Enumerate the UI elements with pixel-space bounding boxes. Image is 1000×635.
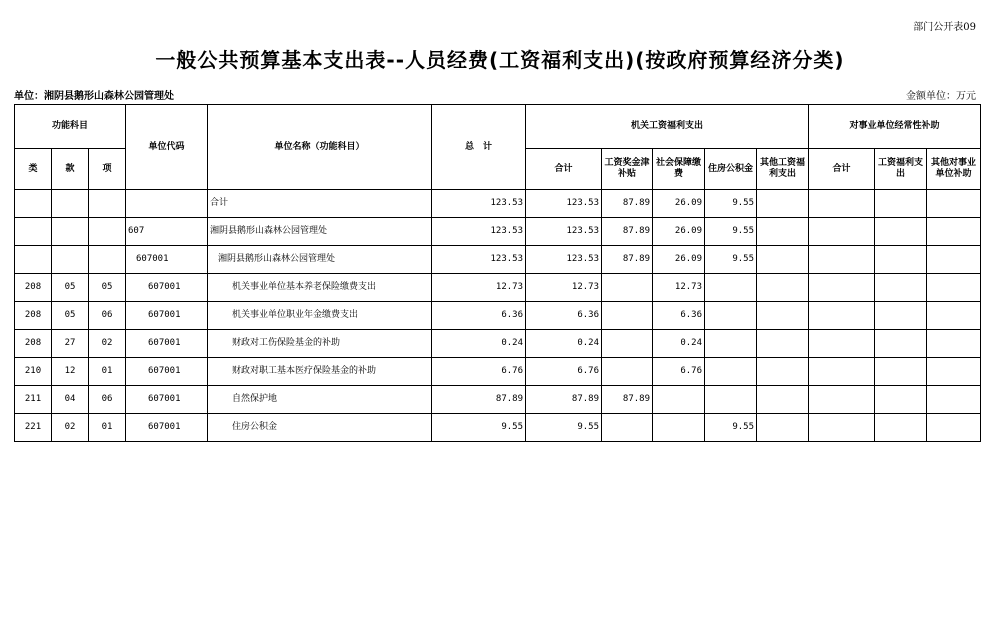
cell-biz-total	[809, 386, 875, 414]
cell-housing	[705, 386, 757, 414]
header-org-total: 合计	[526, 149, 602, 190]
cell-org-total: 6.76	[526, 358, 602, 386]
cell-housing: 9.55	[705, 218, 757, 246]
cell-biz-total	[809, 358, 875, 386]
table-row	[15, 246, 981, 274]
cell-social: 12.73	[653, 274, 705, 302]
cell-salary	[602, 330, 653, 358]
header-social: 社会保障缴费	[653, 149, 705, 190]
cell-lei	[15, 246, 52, 274]
cell-name: 合计	[208, 190, 432, 218]
cell-biz-other	[927, 358, 981, 386]
cell-code: 607001	[126, 414, 208, 442]
cell-xiang: 05	[89, 274, 126, 302]
table-row	[15, 414, 981, 442]
cell-social: 0.24	[653, 330, 705, 358]
cell-housing	[705, 274, 757, 302]
cell-salary	[602, 414, 653, 442]
cell-biz-salary	[875, 302, 927, 330]
cell-lei: 208	[15, 302, 52, 330]
cell-other	[757, 414, 809, 442]
amount-unit: 金额单位：万元	[906, 91, 976, 102]
table-row	[15, 386, 981, 414]
cell-housing	[705, 358, 757, 386]
cell-xiang: 02	[89, 330, 126, 358]
cell-social: 6.76	[653, 358, 705, 386]
cell-biz-salary	[875, 246, 927, 274]
cell-kuan: 02	[52, 414, 89, 442]
cell-name: 财政对职工基本医疗保险基金的补助	[208, 358, 432, 386]
cell-xiang	[89, 190, 126, 218]
cell-total: 123.53	[432, 246, 526, 274]
cell-other	[757, 358, 809, 386]
header-kuan: 款	[52, 149, 89, 190]
cell-salary: 87.89	[602, 246, 653, 274]
cell-total: 6.36	[432, 302, 526, 330]
cell-kuan	[52, 218, 89, 246]
cell-code: 607001	[126, 246, 208, 274]
cell-housing: 9.55	[705, 190, 757, 218]
cell-kuan: 05	[52, 302, 89, 330]
cell-name: 湘阴县鹅形山森林公园管理处	[208, 246, 432, 274]
header-lei: 类	[15, 149, 52, 190]
cell-name: 湘阴县鹅形山森林公园管理处	[208, 218, 432, 246]
cell-xiang: 01	[89, 414, 126, 442]
cell-total: 6.76	[432, 358, 526, 386]
cell-other	[757, 386, 809, 414]
cell-org-total: 9.55	[526, 414, 602, 442]
cell-other	[757, 246, 809, 274]
cell-salary: 87.89	[602, 190, 653, 218]
cell-kuan	[52, 190, 89, 218]
cell-code: 607001	[126, 330, 208, 358]
cell-lei	[15, 218, 52, 246]
cell-org-total: 87.89	[526, 386, 602, 414]
cell-salary	[602, 302, 653, 330]
table-row	[15, 330, 981, 358]
cell-biz-salary	[875, 274, 927, 302]
cell-lei: 211	[15, 386, 52, 414]
header-salary: 工资奖金津补贴	[602, 149, 653, 190]
cell-kuan: 27	[52, 330, 89, 358]
cell-name: 机关事业单位职业年金缴费支出	[208, 302, 432, 330]
unit-label: 单位：湘阴县鹅形山森林公园管理处	[14, 91, 174, 102]
cell-lei	[15, 190, 52, 218]
budget-table	[14, 104, 981, 442]
header-other: 其他工资福利支出	[757, 149, 809, 190]
header-func-subject: 功能科目	[15, 105, 126, 149]
cell-social: 26.09	[653, 218, 705, 246]
cell-org-total: 0.24	[526, 330, 602, 358]
cell-biz-total	[809, 302, 875, 330]
cell-kuan: 05	[52, 274, 89, 302]
cell-xiang: 01	[89, 358, 126, 386]
cell-code: 607001	[126, 274, 208, 302]
header-biz-salary: 工资福利支出	[875, 149, 927, 190]
cell-code: 607001	[126, 302, 208, 330]
cell-biz-total	[809, 274, 875, 302]
cell-salary	[602, 274, 653, 302]
cell-social: 26.09	[653, 246, 705, 274]
cell-biz-salary	[875, 218, 927, 246]
cell-social: 26.09	[653, 190, 705, 218]
cell-biz-total	[809, 246, 875, 274]
table-row	[15, 358, 981, 386]
cell-biz-other	[927, 330, 981, 358]
cell-xiang	[89, 218, 126, 246]
cell-housing: 9.55	[705, 246, 757, 274]
cell-salary: 87.89	[602, 218, 653, 246]
cell-housing	[705, 330, 757, 358]
cell-org-total: 123.53	[526, 218, 602, 246]
cell-code: 607001	[126, 386, 208, 414]
cell-xiang	[89, 246, 126, 274]
cell-social: 6.36	[653, 302, 705, 330]
table-row	[15, 218, 981, 246]
cell-biz-total	[809, 414, 875, 442]
cell-lei: 221	[15, 414, 52, 442]
cell-biz-other	[927, 386, 981, 414]
cell-kuan	[52, 246, 89, 274]
cell-total: 123.53	[432, 190, 526, 218]
cell-name: 住房公积金	[208, 414, 432, 442]
cell-other	[757, 190, 809, 218]
cell-biz-other	[927, 246, 981, 274]
cell-lei: 208	[15, 330, 52, 358]
cell-other	[757, 330, 809, 358]
table-row	[15, 274, 981, 302]
cell-org-total: 12.73	[526, 274, 602, 302]
cell-name: 自然保护地	[208, 386, 432, 414]
header-xiang: 项	[89, 149, 126, 190]
cell-total: 12.73	[432, 274, 526, 302]
cell-lei: 208	[15, 274, 52, 302]
header-org-group: 机关工资福利支出	[526, 105, 809, 149]
cell-housing: 9.55	[705, 414, 757, 442]
cell-total: 87.89	[432, 386, 526, 414]
header-unit-name: 单位名称（功能科目）	[208, 105, 432, 190]
header-total: 总 计	[432, 105, 526, 190]
cell-code	[126, 190, 208, 218]
cell-biz-other	[927, 218, 981, 246]
header-biz-total: 合计	[809, 149, 875, 190]
page-title: 一般公共预算基本支出表--人员经费(工资福利支出)(按政府预算经济分类)	[155, 48, 845, 72]
cell-biz-total	[809, 330, 875, 358]
cell-org-total: 123.53	[526, 246, 602, 274]
cell-social	[653, 386, 705, 414]
header-biz-other: 其他对事业单位补助	[927, 149, 981, 190]
cell-biz-total	[809, 218, 875, 246]
header-biz-group: 对事业单位经常性补助	[809, 105, 981, 149]
cell-xiang: 06	[89, 386, 126, 414]
cell-total: 123.53	[432, 218, 526, 246]
table-row	[15, 190, 981, 218]
cell-social	[653, 414, 705, 442]
cell-org-total: 6.36	[526, 302, 602, 330]
header-unit-code: 单位代码	[126, 105, 208, 190]
cell-xiang: 06	[89, 302, 126, 330]
cell-biz-salary	[875, 414, 927, 442]
cell-housing	[705, 302, 757, 330]
cell-biz-salary	[875, 190, 927, 218]
cell-other	[757, 218, 809, 246]
cell-code: 607	[126, 218, 208, 246]
cell-salary	[602, 358, 653, 386]
cell-code: 607001	[126, 358, 208, 386]
cell-total: 0.24	[432, 330, 526, 358]
cell-biz-other	[927, 414, 981, 442]
table-row	[15, 302, 981, 330]
cell-biz-salary	[875, 358, 927, 386]
cell-salary: 87.89	[602, 386, 653, 414]
cell-biz-other	[927, 302, 981, 330]
cell-name: 机关事业单位基本养老保险缴费支出	[208, 274, 432, 302]
cell-kuan: 04	[52, 386, 89, 414]
cell-biz-other	[927, 274, 981, 302]
cell-biz-other	[927, 190, 981, 218]
cell-total: 9.55	[432, 414, 526, 442]
cell-kuan: 12	[52, 358, 89, 386]
cell-other	[757, 274, 809, 302]
cell-biz-salary	[875, 386, 927, 414]
cell-biz-total	[809, 190, 875, 218]
header-housing: 住房公积金	[705, 149, 757, 190]
cell-org-total: 123.53	[526, 190, 602, 218]
cell-other	[757, 302, 809, 330]
table-number: 部门公开表09	[913, 22, 976, 33]
cell-biz-salary	[875, 330, 927, 358]
cell-lei: 210	[15, 358, 52, 386]
cell-name: 财政对工伤保险基金的补助	[208, 330, 432, 358]
